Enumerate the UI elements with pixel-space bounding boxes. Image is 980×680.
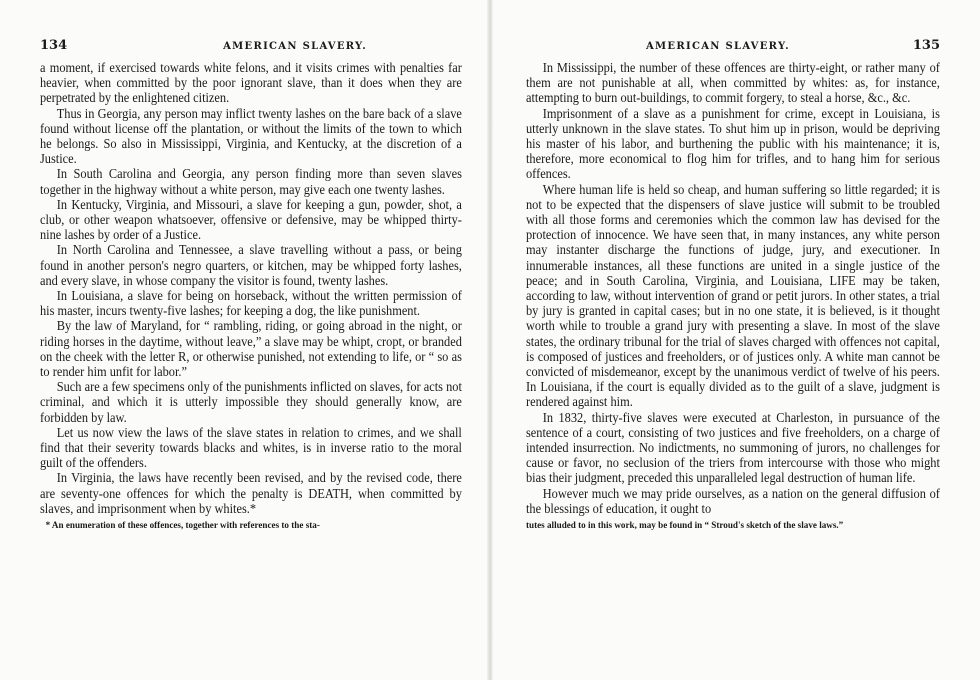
paragraph: In Kentucky, Virginia, and Missouri, a slave for keeping a gun, powder, shot, a club, or other weapon whatsoever, offensive or defensive, may be whipped thirty-nine lashes by order of a Justice. xyxy=(40,196,462,243)
paragraph: Imprisonment of a slave as a punishment for crime, except in Louisiana, is utterly unknown in the slave states. To shut him up in prison, would be depriving his master of his labor, and burthening the public with his maintenance; it is, therefore, more economical to flog him for trifles, and to hang him for serious offences. xyxy=(526,105,940,182)
page-number: 135 xyxy=(912,38,940,53)
paragraph: a moment, if exercised towards white felons, and it visits crimes with penalties far heavier, when committed by the poor ignorant slave, than it does when they are perpetrated by the enlightened citizen. xyxy=(40,60,462,106)
paragraph: In North Carolina and Tennessee, a slave travelling without a pass, or being found in another person's negro quarters, or kitchen, may be whipped forty lashes, and every slave, in whose company the visitor is found, twenty lashes. xyxy=(40,242,462,288)
left-page-body xyxy=(40,60,462,516)
page-number: 134 xyxy=(40,38,68,53)
paragraph: In South Carolina and Georgia, any person finding more than seven slaves together in the highway without a white person, may give each one twenty lashes. xyxy=(40,166,462,197)
footnote-continued: tutes alluded to in this work, may be found in “ Stroud's sketch of the slave laws.” xyxy=(526,520,844,532)
paragraph: In 1832, thirty-five slaves were executed at Charleston, in pursuance of the sentence of a court, consisting of two justices and five freeholders, on a charge of intended insurrection. No indictments, no summoning of jurors, no challenges for cause or favor, no seclusion of the triers from intercourse with those who might bias their judgment, preceded this unparalleled legal destruction of human life. xyxy=(526,409,940,486)
right-page xyxy=(490,0,980,680)
paragraph: In Mississippi, the number of these offences are thirty-eight, or rather many of them are not punishable at all, when committed by whites: as, for instance, attempting to burn out-buildings, to commit forgery, to steal a horse, &c., &c. xyxy=(526,60,940,106)
running-head: AMERICAN SLAVERY. xyxy=(223,41,367,52)
paragraph: Where human life is held so cheap, and human suffering so little regarded; it is not to be expected that the dispensers of slave justice will submit to be troubled with all those forms and ceremonies which the common law has devised for the protection of innocence. We have seen that, in many instances, any white person may instanter discharge the functions of judge, jury, and executioner. In innumerable instances, all these functions are united in a single justice of the peace; and in South Carolina, Virginia, and Louisiana, LIFE may be taken, according to law, without intervention of grand or petit jurors. In other states, a trial by jury is granted in capital cases; but in no one state, it is believed, is it thought worth while to trouble a grand jury with presenting a slave. In most of the slave states, the ordinary tribunal for the trial of slaves charged with offences not capital, is composed of justices and freeholders, or of justices only. A white man cannot be convicted of misdemeanor, except by the unanimous verdict of twelve of his peers. In Louisiana, if the court is equally divided as to the guilt of a slave, judgment is rendered against him. xyxy=(526,181,940,410)
paragraph: In Virginia, the laws have recently been revised, and by the revised code, there are seventy-one offences for which the penalty is DEATH, when committed by slaves, and imprisonment when by whites.* xyxy=(40,470,462,516)
paragraph: However much we may pride ourselves, as a nation on the general diffusion of the blessings of education, it ought to xyxy=(526,485,940,516)
paragraph: By the law of Maryland, for “ rambling, riding, or going abroad in the night, or riding horses in the daytime, without leave,” a slave may be whipt, cropt, or branded on the cheek with the letter R, or otherwise punished, not extending to life, or “ so as to render him unfit for labor.” xyxy=(40,318,462,380)
left-page-header xyxy=(40,38,462,60)
footnote: * An enumeration of these offences, together with references to the sta- xyxy=(45,520,320,532)
paragraph: Thus in Georgia, any person may inflict twenty lashes on the bare back of a slave found without license off the plantation, or without the limits of the town to which he belongs. So also in Mississippi, Virginia, and Kentucky, at the discretion of a Justice. xyxy=(40,105,462,167)
paragraph: Such are a few specimens only of the punishments inflicted on slaves, for acts not criminal, and which it is utterly impossible they should generally know, are forbidden by law. xyxy=(40,379,462,425)
running-head: AMERICAN SLAVERY. xyxy=(646,41,790,52)
paragraph: In Louisiana, a slave for being on horseback, without the written permission of his master, incurs twenty-five lashes; for keeping a dog, the like punishment. xyxy=(40,288,462,319)
right-page-body xyxy=(526,60,940,516)
paragraph: Let us now view the laws of the slave states in relation to crimes, and we shall find that their severity towards blacks and whites, is in inverse ratio to the moral guilt of the offenders. xyxy=(40,424,462,471)
right-page-header xyxy=(526,38,940,60)
